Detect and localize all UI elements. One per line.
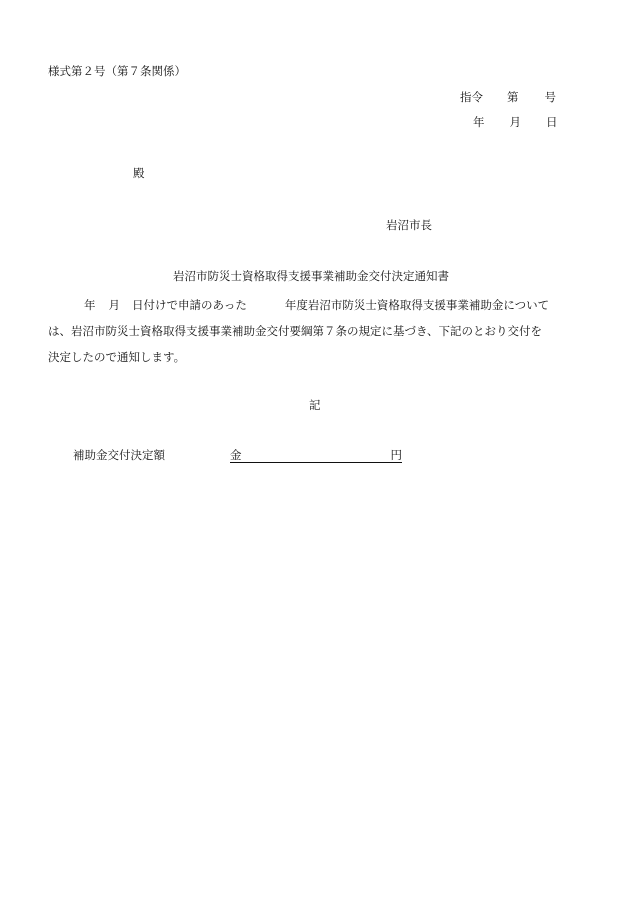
body-application-date: 日付けで申請のあった: [132, 298, 247, 312]
notice-body: [48, 292, 588, 370]
issuer-name: 岩沼市長: [386, 218, 432, 232]
amount-suffix: 円: [390, 448, 402, 462]
date-year: 年: [473, 115, 485, 129]
body-month: 月: [108, 298, 120, 312]
number-prefix: 第: [507, 90, 519, 104]
date-day: 日: [546, 115, 558, 129]
body-line-1: [48, 292, 588, 318]
body-subsidy-name: 年度岩沼市防災士資格取得支援事業補助金について: [284, 298, 550, 312]
issue-date-line: [473, 115, 558, 129]
document-title: 岩沼市防災士資格取得支援事業補助金交付決定通知書: [173, 269, 449, 283]
addressee-honorific: 殿: [133, 166, 145, 180]
amount-label: 補助金交付決定額: [73, 448, 165, 462]
body-year: 年: [84, 298, 96, 312]
form-number: 様式第２号（第７条関係）: [48, 64, 186, 78]
body-line-3: 決定したので通知します。: [48, 350, 186, 364]
amount-prefix: 金: [230, 448, 242, 462]
body-line-2: は、岩沼市防災士資格取得支援事業補助金交付要綱第７条の規定に基づき、下記のとおり交付を: [48, 324, 543, 338]
directive-label: 指令: [460, 90, 483, 104]
amount-field: [230, 446, 402, 463]
ki-heading: 記: [309, 398, 321, 412]
date-month: 月: [509, 115, 521, 129]
directive-number-line: [460, 90, 556, 104]
number-suffix: 号: [544, 90, 556, 104]
